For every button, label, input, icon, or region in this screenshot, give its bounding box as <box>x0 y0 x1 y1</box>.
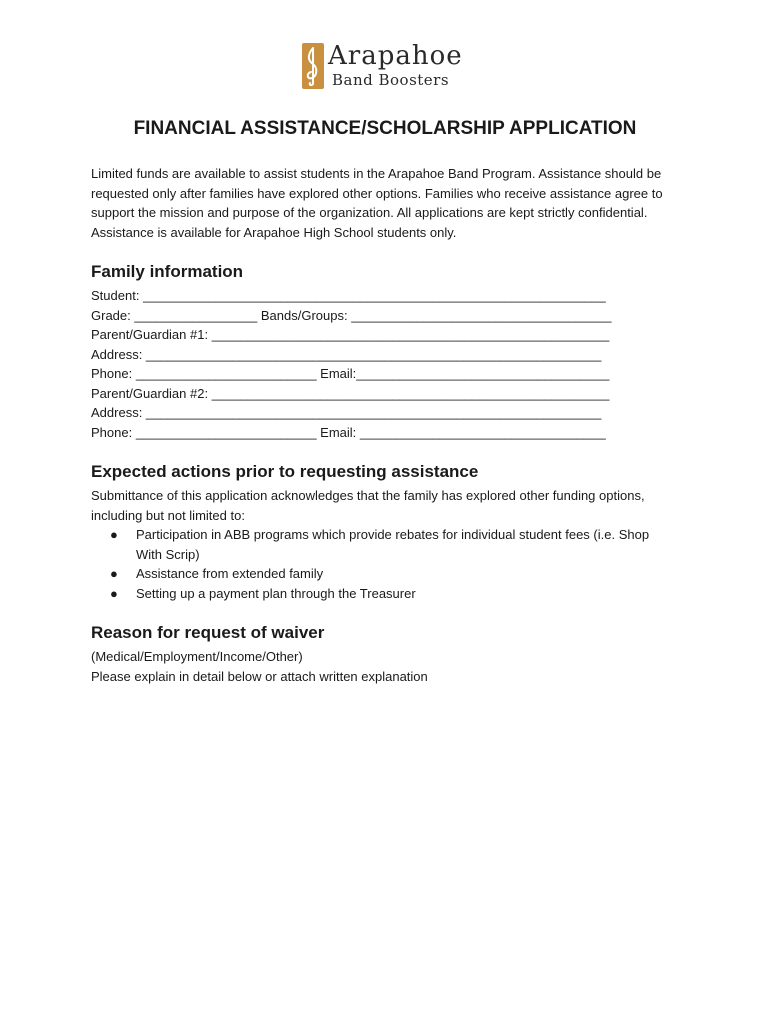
intro-paragraph: Limited funds are available to assist students in the Arapahoe Band Program. Assistance should be requested only after families have explored other options. Families who receive assistance agree to support the mission and purpose of the organization. All applications are kept strictly confidential. Assistance is available for Arapahoe High School students only. <box>91 166 663 240</box>
bullet-icon: ● <box>110 527 118 542</box>
treble-clef-logo-icon <box>301 42 325 90</box>
expected-actions-heading: Expected actions prior to requesting assistance <box>91 462 479 481</box>
page-title: FINANCIAL ASSISTANCE/SCHOLARSHIP APPLICATION <box>133 118 637 139</box>
family-information-fields <box>91 286 691 442</box>
parent-guardian-2-field: Parent/Guardian #2: _______________________________________________________ <box>91 385 610 401</box>
expected-actions-list <box>110 525 670 603</box>
arapahoe-band-boosters-logo <box>298 38 476 94</box>
phone-email-1-field: Phone: _________________________ Email:___________________________________ <box>91 366 610 381</box>
address-2-field: Address: _______________________________________________________________ <box>91 405 602 420</box>
parent-guardian-1-field: Parent/Guardian #1: _______________________________________________________ <box>91 327 610 342</box>
reason-text <box>91 647 691 686</box>
bullet-icon: ● <box>110 566 118 581</box>
phone-email-2-field: Phone: _________________________ Email: __________________________________ <box>91 424 606 440</box>
list-item <box>110 584 670 604</box>
expected-actions-text: Submittance of this application acknowledges that the family has explored other funding options, including but not limited to: <box>91 488 645 523</box>
list-item-text: Participation in ABB programs which provide rebates for individual student fees (i.e. Shop With Scrip) <box>136 527 650 562</box>
reason-categories: (Medical/Employment/Income/Other) <box>91 649 303 664</box>
family-information-heading: Family information <box>91 262 244 281</box>
bullet-icon: ● <box>110 585 118 601</box>
reason-heading: Reason for request of waiver <box>91 623 325 642</box>
logo-line-1: Arapahoe <box>328 41 463 71</box>
list-item-text: Setting up a payment plan through the Treasurer <box>136 585 416 601</box>
list-item-text: Assistance from extended family <box>136 566 324 581</box>
logo-line-2: Band Boosters <box>332 71 450 89</box>
reason-instructions: Please explain in detail below or attach written explanation <box>91 668 428 684</box>
address-1-field: Address: _______________________________________________________________ <box>91 346 602 362</box>
list-item <box>110 525 670 564</box>
student-field: Student: ________________________________________________________________ <box>91 288 606 303</box>
list-item <box>110 564 670 584</box>
grade-bands-field: Grade: _________________ Bands/Groups: ____________________________________ <box>91 307 612 323</box>
